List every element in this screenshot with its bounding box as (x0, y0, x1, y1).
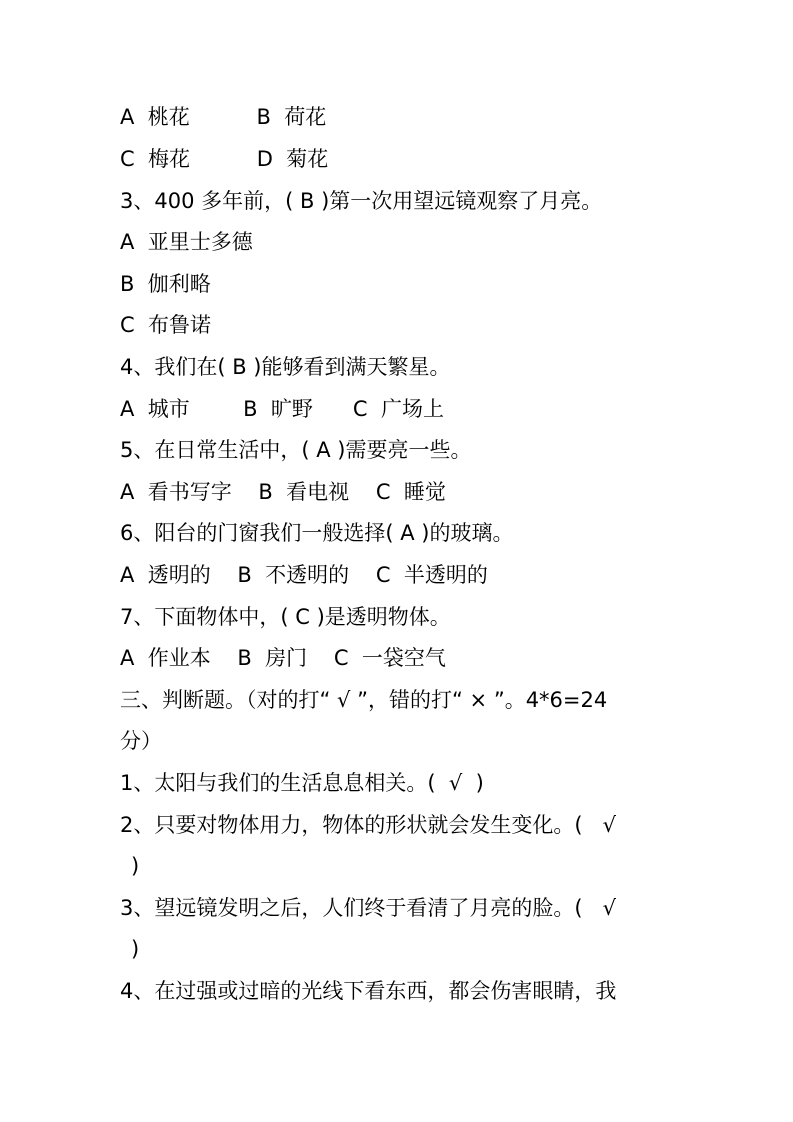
question-6: 6、阳台的门窗我们一般选择( A )的玻璃。 (120, 521, 514, 545)
question-4: 4、我们在( B )能够看到满天繁星。 (120, 355, 451, 379)
section-3-heading: 三、判断题。（对的打“ √ ”，错的打“ × ”。4*6=24 (120, 688, 608, 712)
judgement-2: 2、只要对物体用力，物体的形状就会发生变化。( √ (120, 813, 616, 837)
question-5: 5、在日常生活中，( A )需要亮一些。 (120, 438, 472, 462)
judgement-3: 3、望远镜发明之后，人们终于看清了月亮的脸。( √ (120, 896, 616, 920)
option-q3-b: B 伽利略 (120, 272, 211, 296)
question-7: 7、下面物体中，( C )是透明物体。 (120, 605, 451, 629)
judgement-2-cont: ) (131, 854, 140, 878)
options-q2-row1: A 桃花 B 荷花 (120, 105, 327, 129)
judgement-4: 4、在过强或过暗的光线下看东西，都会伤害眼睛，我 (120, 979, 617, 1003)
judgement-1: 1、太阳与我们的生活息息相关。( √ ) (120, 771, 484, 795)
judgement-3-cont: ) (131, 937, 140, 961)
options-q5: A 看书写字 B 看电视 C 睡觉 (120, 480, 446, 504)
section-3-heading-cont: 分） (120, 729, 162, 753)
option-q3-c: C 布鲁诺 (120, 313, 212, 337)
options-q4: A 城市 B 旷野 C 广场上 (120, 397, 444, 421)
question-3: 3、400 多年前，( B )第一次用望远镜观察了月亮。 (120, 189, 603, 213)
options-q2-row2: C 梅花 D 菊花 (120, 147, 329, 171)
option-q3-a: A 亚里士多德 (120, 230, 253, 254)
options-q7: A 作业本 B 房门 C 一袋空气 (120, 646, 446, 670)
options-q6: A 透明的 B 不透明的 C 半透明的 (120, 563, 488, 587)
